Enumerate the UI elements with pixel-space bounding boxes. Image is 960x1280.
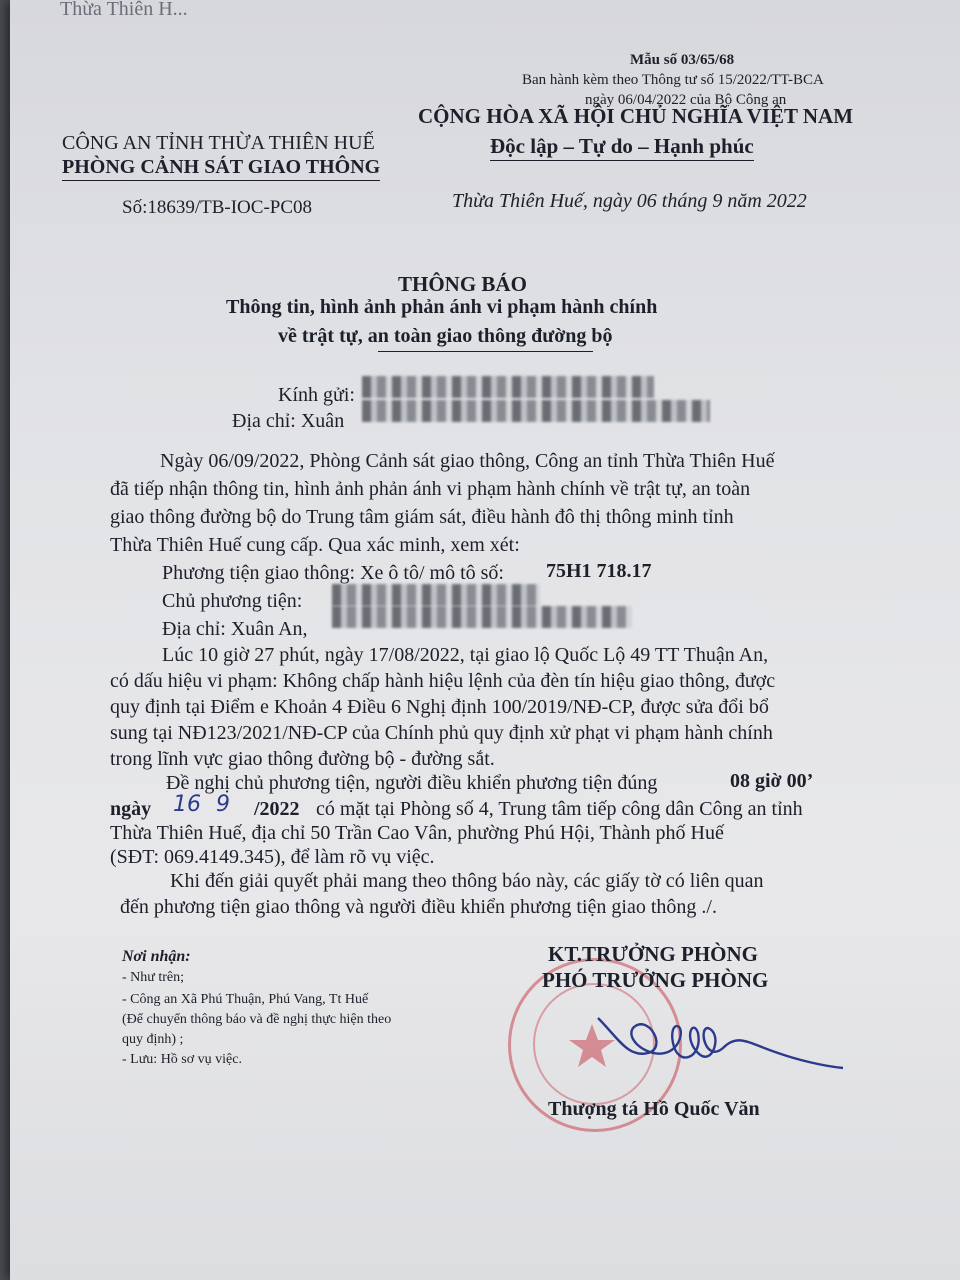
redacted-owner-name (332, 584, 540, 606)
nation-name: CỘNG HÒA XÃ HỘI CHỦ NGHĨA VIỆT NAM (418, 104, 854, 128)
body-line: Thừa Thiên Huế cung cấp. Qua xác minh, xem xét: (110, 534, 520, 556)
appointment-day-label: ngày (110, 798, 152, 820)
body-line: Đề nghị chủ phương tiện, người điều khiển phương tiện đúng (166, 772, 658, 794)
top-scrap-text: Thừa Thiên H... (60, 0, 188, 20)
body-line: Thừa Thiên Huế, địa chỉ 50 Trần Cao Vân, phường Phú Hội, Thành phố Huế (110, 822, 724, 844)
appointment-year: /2022 (254, 798, 300, 820)
handwritten-day: 16 (173, 792, 201, 817)
redacted-owner-address (332, 606, 632, 628)
body-line: có mặt tại Phòng số 4, Trung tâm tiếp công dân Công an tỉnh (316, 798, 803, 820)
body-line: Khi đến giải quyết phải mang theo thông báo này, các giấy tờ có liên quan (170, 870, 764, 892)
national-motto: Độc lập – Tự do – Hạnh phúc (490, 134, 754, 161)
body-line: đã tiếp nhận thông tin, hình ảnh phản ánh vi phạm hành chính về trật tự, an toàn (110, 478, 751, 500)
recipient-label: Kính gửi: (278, 384, 355, 406)
form-issued-line: Ban hành kèm theo Thông tư số 15/2022/TT-BCA (522, 72, 824, 88)
body-line: có dấu hiệu vi phạm: Không chấp hành hiệu lệnh của đèn tín hiệu giao thông, được (110, 670, 776, 692)
recipients-item: quy định) ; (122, 1032, 184, 1047)
notice-title: THÔNG BÁO (398, 272, 527, 296)
appointment-time: 08 giờ 00’ (730, 770, 814, 792)
body-line: sung tại NĐ123/2021/NĐ-CP của Chính phủ quy định xử phạt vi phạm hành chính (110, 722, 773, 744)
recipient-address-label: Địa chỉ: Xuân (232, 410, 345, 432)
owner-label: Chủ phương tiện: (162, 590, 303, 612)
place-and-date: Thừa Thiên Huế, ngày 06 tháng 9 năm 2022 (452, 190, 807, 212)
body-line: Lúc 10 giờ 27 phút, ngày 17/08/2022, tại giao lộ Quốc Lộ 49 TT Thuận An, (162, 644, 769, 666)
recipients-item: - Lưu: Hồ sơ vụ việc. (122, 1052, 242, 1067)
department-name: PHÒNG CẢNH SÁT GIAO THÔNG (62, 156, 380, 181)
agency-name: CÔNG AN TỈNH THỪA THIÊN HUẾ (62, 132, 375, 154)
body-line: trong lĩnh vực giao thông đường bộ - đường sắt. (110, 748, 495, 770)
handwritten-signature (588, 998, 848, 1078)
redacted-recipient-address (362, 400, 710, 422)
redacted-recipient-name (362, 376, 654, 398)
body-line: Ngày 06/09/2022, Phòng Cảnh sát giao thông, Công an tỉnh Thừa Thiên Huế (160, 450, 775, 472)
vehicle-plate: 75H1 718.17 (546, 560, 652, 582)
notice-subtitle-line2: về trật tự, an toàn giao thông đường bộ (278, 325, 613, 347)
form-issued-date: ngày 06/04/2022 của Bộ Công an (585, 92, 787, 108)
form-number: Mẫu số 03/65/68 (630, 52, 735, 68)
vehicle-label: Phương tiện giao thông: Xe ô tô/ mô tô số: (162, 562, 504, 584)
recipients-item: - Như trên; (122, 970, 185, 985)
recipients-item: - Công an Xã Phú Thuận, Phú Vang, Tt Huế (122, 992, 369, 1007)
owner-address-label: Địa chỉ: Xuân An, (162, 618, 308, 640)
signature-title-2: PHÓ TRƯỞNG PHÒNG (542, 968, 769, 992)
signer-name: Thượng tá Hồ Quốc Văn (548, 1098, 760, 1120)
body-line: đến phương tiện giao thông và người điều khiển phương tiện giao thông ./. (120, 896, 717, 918)
recipients-item: (Để chuyển thông báo và đề nghị thực hiện theo (122, 1012, 392, 1027)
body-line: (SĐT: 069.4149.345), để làm rõ vụ việc. (110, 846, 435, 868)
handwritten-month: 9 (216, 792, 230, 817)
notice-subtitle-line1: Thông tin, hình ảnh phản ánh vi phạm hành chính (226, 296, 658, 318)
recipients-title: Nơi nhận: (122, 948, 191, 965)
body-line: giao thông đường bộ do Trung tâm giám sát, điều hành đô thị thông minh tỉnh (110, 506, 734, 528)
document-number: Số:18639/TB-IOC-PC08 (122, 197, 313, 218)
body-line: quy định tại Điểm e Khoản 4 Điều 6 Nghị định 100/2019/NĐ-CP, được sửa đổi bổ (110, 696, 769, 718)
signature-title-1: KT.TRƯỞNG PHÒNG (548, 942, 758, 966)
document-page (10, 0, 960, 1280)
title-underline (378, 351, 593, 352)
